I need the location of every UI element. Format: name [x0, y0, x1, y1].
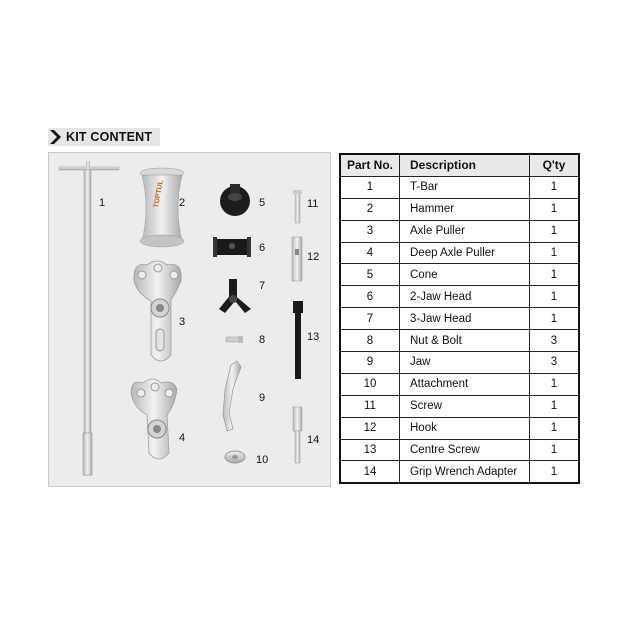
photo-label-11: 11: [307, 198, 319, 210]
description-cell: Nut & Bolt: [400, 330, 530, 352]
axle-puller: [134, 261, 181, 361]
part-no-cell: 5: [340, 264, 400, 286]
description-cell: Screw: [400, 395, 530, 417]
description-cell: 3-Jaw Head: [400, 308, 530, 330]
description-cell: Deep Axle Puller: [400, 242, 530, 264]
photo-label-2: 2: [179, 197, 186, 209]
table-row: [340, 330, 579, 352]
part-no-cell: 9: [340, 352, 400, 374]
part-no-cell: 8: [340, 330, 400, 352]
t-bar: [59, 161, 119, 475]
qty-cell: 1: [530, 242, 580, 264]
photo-label-7: 7: [259, 280, 266, 292]
table-row: [340, 373, 579, 395]
photo-label-12: 12: [307, 251, 320, 263]
qty-cell: 1: [530, 373, 580, 395]
table-header-row: [340, 154, 579, 176]
qty-cell: 1: [530, 461, 580, 483]
photo-label-3: 3: [179, 316, 186, 328]
grip-wrench-adapter: [293, 407, 302, 463]
table-row: [340, 395, 579, 417]
table-row: [340, 242, 579, 264]
kit-photo: [48, 152, 331, 487]
qty-cell: 1: [530, 395, 580, 417]
photo-label-14: 14: [307, 434, 320, 446]
screw: [293, 190, 302, 223]
table-row: [340, 308, 579, 330]
part-no-cell: 12: [340, 417, 400, 439]
part-no-cell: 2: [340, 198, 400, 220]
part-no-cell: 6: [340, 286, 400, 308]
table-row: [340, 220, 579, 242]
description-cell: 2-Jaw Head: [400, 286, 530, 308]
photo-label-6: 6: [259, 242, 266, 254]
photo-label-10: 10: [256, 454, 269, 466]
part-no-cell: 3: [340, 220, 400, 242]
part-no-cell: 13: [340, 439, 400, 461]
hammer: [140, 168, 184, 247]
photo-label-8: 8: [259, 334, 266, 346]
description-cell: Centre Screw: [400, 439, 530, 461]
qty-cell: 1: [530, 308, 580, 330]
col-description: Description: [400, 154, 530, 176]
part-no-cell: 10: [340, 373, 400, 395]
kit-content-header: [48, 128, 160, 146]
qty-cell: 1: [530, 264, 580, 286]
description-cell: Attachment: [400, 373, 530, 395]
table-row: [340, 264, 579, 286]
kit-content-title: KIT CONTENT: [66, 130, 153, 144]
qty-cell: 3: [530, 330, 580, 352]
part-no-cell: 1: [340, 176, 400, 198]
qty-cell: 1: [530, 439, 580, 461]
col-qty: Q'ty: [530, 154, 580, 176]
three-jaw-head: [219, 279, 251, 313]
qty-cell: 1: [530, 220, 580, 242]
photo-label-1: 1: [99, 197, 106, 209]
qty-cell: 1: [530, 417, 580, 439]
arrow-icon: [50, 130, 62, 144]
qty-cell: 1: [530, 176, 580, 198]
cone: [220, 184, 250, 216]
col-part-no: Part No.: [340, 154, 400, 176]
centre-screw: [293, 301, 303, 379]
jaw: [223, 361, 241, 431]
attachment: [225, 451, 245, 463]
table-row: [340, 439, 579, 461]
deep-axle-puller: [131, 379, 177, 459]
qty-cell: 1: [530, 198, 580, 220]
description-cell: Jaw: [400, 352, 530, 374]
description-cell: T-Bar: [400, 176, 530, 198]
parts-table: [339, 153, 580, 484]
description-cell: Hook: [400, 417, 530, 439]
table-row: [340, 417, 579, 439]
photo-label-5: 5: [259, 197, 266, 209]
qty-cell: 1: [530, 286, 580, 308]
table-row: [340, 286, 579, 308]
brand-mark: TOPTUL: [153, 179, 165, 209]
photo-label-9: 9: [259, 392, 266, 404]
kit-illustration: [49, 153, 332, 488]
description-cell: Axle Puller: [400, 220, 530, 242]
part-no-cell: 14: [340, 461, 400, 483]
photo-label-4: 4: [179, 432, 186, 444]
table-row: [340, 461, 579, 483]
table-row: [340, 198, 579, 220]
part-no-cell: 7: [340, 308, 400, 330]
qty-cell: 3: [530, 352, 580, 374]
nut-and-bolt: [226, 336, 243, 343]
table-row: [340, 352, 579, 374]
part-no-cell: 11: [340, 395, 400, 417]
hook: [292, 237, 302, 281]
photo-label-13: 13: [307, 331, 320, 343]
table-row: [340, 176, 579, 198]
description-cell: Hammer: [400, 198, 530, 220]
description-cell: Cone: [400, 264, 530, 286]
two-jaw-head: [213, 237, 251, 257]
part-no-cell: 4: [340, 242, 400, 264]
description-cell: Grip Wrench Adapter: [400, 461, 530, 483]
